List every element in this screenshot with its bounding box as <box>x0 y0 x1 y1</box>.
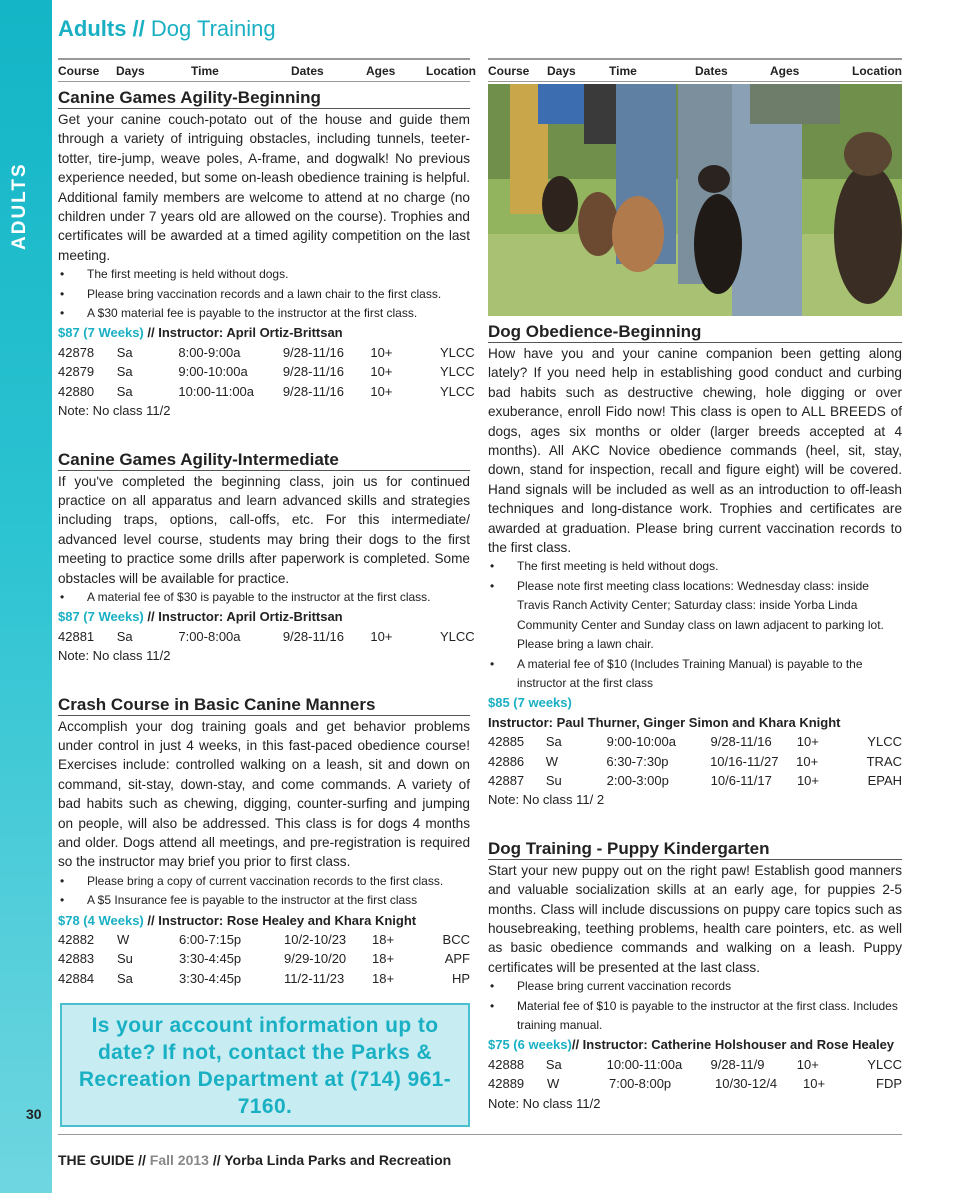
schedule-cell: 10/6-11/17 <box>710 772 772 788</box>
class-description: Start your new puppy out on the right paw! Establish good manners and valuable socialization skills at an early age, for puppies 2-5 months. Class will include discussions on puppy care topics such as housebreaking, teething problems, health care pointers, etc. as well as basic obedience commands and walking on a leash. Puppy certificates will be presented at the last class. <box>488 862 902 975</box>
schedule-row <box>58 930 470 949</box>
class-note: Note: No class 11/2 <box>58 403 171 419</box>
col-dates: Dates <box>695 64 728 78</box>
bullet-item: • Please bring a copy of current vaccination records to the first class. <box>58 872 470 891</box>
schedule-cell: Sa <box>116 364 133 380</box>
schedule-cell: 11/2-11/23 <box>284 970 345 986</box>
price-line <box>488 693 902 712</box>
schedule-cell: 42878 <box>58 344 95 360</box>
schedule-cell: 18+ <box>372 970 395 986</box>
schedule-cell: 9:00-10:00a <box>178 364 248 380</box>
schedule-cell: TRAC <box>866 753 902 769</box>
schedule-cell: 9/28-11/16 <box>282 344 345 360</box>
col-course: Course <box>488 64 530 78</box>
schedule-cell: 7:00-8:00a <box>178 628 241 644</box>
page-number: 30 <box>26 1106 42 1122</box>
bullet-item: • Please bring vaccination records and a lawn chair to the first class. <box>58 285 470 304</box>
class-description: Accomplish your dog training goals and get behavior problems under control in just 4 weeks, in this fast-paced obedience course! Exercises include: controlled walking on a leash, sit and down on command, sit-stay, down-stay, and come commands. A variety of bad habits such as chewing, digging, counter-surfing and jumping on people, will also be addressed. This class is for dogs 4 months and older. Dogs attend all meetings, and pre-registration is required so the instructor may brief you prior to first class. <box>58 718 470 870</box>
schedule-cell: BCC <box>442 932 470 948</box>
sidebar-band <box>0 0 52 1193</box>
schedule-cell: 10+ <box>370 364 393 380</box>
schedule-cell: 9:00-10:00a <box>606 734 676 750</box>
col-location: Location <box>426 64 476 78</box>
class-title: Canine Games Agility-Intermediate <box>58 450 470 471</box>
class-note: Note: No class 11/ 2 <box>488 792 605 808</box>
col-days: Days <box>547 64 576 78</box>
schedule-cell: 18+ <box>372 932 395 948</box>
schedule-cell: Su <box>545 772 562 788</box>
bullet-item: • A material fee of $30 is payable to the instructor at the first class. <box>58 588 470 607</box>
schedule-cell: Sa <box>545 734 562 750</box>
class-description: Get your canine couch-potato out of the house and guide them through a variety of intriguing obstacles, including tunnels, teeter-totter, tire-jump, weave poles, A-frame, and dogwalk! No previous experience needed, but some on-leash obedience training is helpful. Additional family members are welcome to attend at no charge (no children under 7 years old are allowed on the course). Trophies and certificates will be awarded at a timed agility competition on the last meeting. <box>58 112 470 263</box>
class-note: Note: No class 11/2 <box>58 648 171 664</box>
col-days: Days <box>116 64 145 78</box>
column-header <box>58 58 476 82</box>
price-line <box>58 911 470 930</box>
schedule-cell: APF <box>444 951 470 967</box>
schedule-cell: 10/30-12/4 <box>715 1076 778 1092</box>
schedule-cell: 3:30-4:45p <box>179 970 242 986</box>
page-title-topic: Dog Training <box>144 16 276 41</box>
schedule-cell: Sa <box>117 970 133 986</box>
schedule-cell: 3:30-4:45p <box>179 951 242 967</box>
schedule-cell: 42883 <box>58 951 95 967</box>
footer-divider <box>58 1134 902 1135</box>
schedule-cell: YLCC <box>440 628 475 644</box>
schedule-cell: 10+ <box>803 1076 826 1092</box>
schedule-cell: 2:00-3:00p <box>606 772 669 788</box>
schedule-cell: EPAH <box>867 772 902 788</box>
page-title <box>58 16 276 42</box>
schedule-cell: 9/29-10/20 <box>284 951 347 967</box>
schedule-row <box>488 771 902 790</box>
account-info-callout: Is your account information up to date? If not, contact the Parks & Recreation Department at (714) 961-7160. <box>60 1003 470 1127</box>
col-time: Time <box>191 64 219 78</box>
schedule-cell: Su <box>117 951 133 967</box>
schedule-cell: 42889 <box>488 1076 525 1092</box>
schedule-cell: FDP <box>876 1076 902 1092</box>
right-column <box>488 58 902 1113</box>
schedule-cell: HP <box>451 970 470 986</box>
bullet-item: • A material fee of $10 (Includes Training Manual) is payable to the instructor at the first class <box>488 655 902 694</box>
schedule-row <box>488 1074 902 1093</box>
bullet-item: • A $30 material fee is payable to the instructor at the first class. <box>58 304 470 323</box>
class-description: How have you and your canine companion been getting along lately? If you need help in establishing good conduct and curbing bad habits such as destructive chewing, hole digging or over exuberance, enroll Fido now! This class is open to ALL BREEDS of dogs, ages six months or older (larger breeds accepted at 4 months). All AKC Novice obedience commands (heel, sit, stay, down, stand for inspection, recall and figure eight) will be covered. Hand signals will be included as well as an introduction to off-leash techniques and long-distance work. Trophies and certificates are awarded at graduation. Please bring current vaccination records to the first class. <box>488 346 902 556</box>
bullet-item: • Material fee of $10 is payable to the instructor at the first class. Includes training manual. <box>488 997 902 1036</box>
col-ages: Ages <box>770 64 800 78</box>
footer-org: // Yorba Linda Parks and Recreation <box>208 1152 452 1168</box>
schedule-cell: 10+ <box>370 383 393 399</box>
schedule-cell: YLCC <box>440 364 475 380</box>
bullet-item: • Please note first meeting class locations: Wednesday class: inside Travis Ranch Activity Center; Saturday class: inside Yorba Linda Community Center and Sunday class on lawn adjacent to parking lot. Please bring a lawn chair. <box>488 577 902 655</box>
schedule-cell: 10+ <box>796 734 819 750</box>
class-note: Note: No class 11/2 <box>488 1095 601 1111</box>
footer-season: Fall 2013 <box>149 1152 209 1168</box>
footer-guide: THE GUIDE // <box>58 1152 150 1168</box>
schedule-cell: 6:30-7:30p <box>606 753 669 769</box>
left-column <box>58 58 476 988</box>
schedule-row <box>58 343 475 362</box>
schedule-cell: 42885 <box>488 734 525 750</box>
schedule-cell: 42888 <box>488 1056 525 1072</box>
schedule-cell: 10:00-11:00a <box>606 1056 683 1072</box>
schedule-cell: YLCC <box>440 383 475 399</box>
schedule-cell: 10+ <box>796 1056 819 1072</box>
schedule-cell: 42881 <box>58 628 95 644</box>
schedule-cell: Sa <box>545 1056 562 1072</box>
schedule-cell: Sa <box>116 344 133 360</box>
schedule-cell: 10/16-11/27 <box>710 753 779 769</box>
class-description: If you've completed the beginning class, join us for continued practice on all apparatus and learn advanced skills and strategies including traps, options, call-offs, etc. For this intermediate/ advanced level course, students may bring their dogs to the first meeting to practice some drills after paperwork is completed. Some obstacles will be available for practice. <box>58 473 470 586</box>
schedule-cell: W <box>545 753 558 769</box>
class-obedience-beginning <box>488 322 902 810</box>
schedule-cell: 10:00-11:00a <box>178 383 255 399</box>
footer <box>58 1152 451 1168</box>
col-location: Location <box>852 64 902 78</box>
schedule-row <box>488 1055 902 1074</box>
schedule-cell: Sa <box>116 628 133 644</box>
schedule-cell: 9/28-11/16 <box>710 734 772 750</box>
schedule-cell: 9/28-11/16 <box>282 628 345 644</box>
schedule-cell: 7:00-8:00p <box>609 1076 672 1092</box>
col-dates: Dates <box>291 64 324 78</box>
dog-class-photo <box>488 84 902 316</box>
sidebar-label: ADULTS <box>9 162 30 250</box>
schedule-cell: YLCC <box>867 734 902 750</box>
schedule-cell: 9/28-11/9 <box>710 1056 765 1072</box>
class-title: Canine Games Agility-Beginning <box>58 88 470 109</box>
col-ages: Ages <box>366 64 396 78</box>
schedule-cell: 42880 <box>58 383 95 399</box>
class-agility-beginning <box>58 88 475 421</box>
instructor: Instructor: Paul Thurner, Ginger Simon and Khara Knight <box>488 714 841 730</box>
class-title: Crash Course in Basic Canine Manners <box>58 695 470 716</box>
class-title: Dog Obedience-Beginning <box>488 322 902 343</box>
price: $85 (7 weeks) <box>488 695 572 711</box>
schedule-row <box>488 752 902 771</box>
schedule-cell: 42887 <box>488 772 525 788</box>
instructor: // Instructor: April Ortiz-Brittsan <box>143 609 343 625</box>
schedule-cell: 18+ <box>372 951 395 967</box>
price: $75 (6 weeks) <box>488 1037 572 1053</box>
price-line <box>58 607 470 626</box>
class-crash-course <box>58 695 470 989</box>
bullet-item: • A $5 Insurance fee is payable to the instructor at the first class <box>58 891 470 910</box>
page-title-section: Adults // <box>58 16 145 41</box>
schedule-cell: 42882 <box>58 932 95 948</box>
class-title: Dog Training - Puppy Kindergarten <box>488 839 902 860</box>
column-header <box>488 58 902 82</box>
schedule-cell: 10+ <box>370 344 393 360</box>
schedule-cell: 42884 <box>58 970 95 986</box>
bullet-item: • The first meeting is held without dogs. <box>58 265 470 284</box>
schedule-cell: Sa <box>116 383 133 399</box>
schedule-row <box>488 732 902 751</box>
schedule-row <box>58 949 470 968</box>
schedule-cell: 42886 <box>488 753 525 769</box>
instructor: // Instructor: Rose Healey and Khara Knight <box>143 912 417 928</box>
schedule-cell: 8:00-9:00a <box>178 344 241 360</box>
schedule-cell: 9/28-11/16 <box>282 383 345 399</box>
class-agility-intermediate <box>58 449 475 666</box>
instructor: // Instructor: Catherine Holshouser and Rose Healey <box>571 1037 895 1053</box>
schedule-row <box>58 969 470 988</box>
schedule-cell: 6:00-7:15p <box>179 932 242 948</box>
schedule-cell: 10+ <box>796 753 819 769</box>
col-course: Course <box>58 64 100 78</box>
price-line <box>488 1035 902 1054</box>
photo-illustration <box>488 84 902 316</box>
price: $78 (4 Weeks) <box>58 912 144 928</box>
schedule-cell: YLCC <box>867 1056 902 1072</box>
schedule-cell: 10/2-10/23 <box>284 932 347 948</box>
schedule-row <box>58 382 475 401</box>
schedule-cell: 42879 <box>58 364 95 380</box>
schedule-cell: YLCC <box>440 344 475 360</box>
price-line <box>58 323 470 342</box>
bullet-item: • Please bring current vaccination records <box>488 977 902 996</box>
schedule-row <box>58 362 475 381</box>
schedule-row <box>58 627 475 646</box>
price: $87 (7 Weeks) <box>58 325 144 341</box>
schedule-cell: W <box>547 1076 560 1092</box>
schedule-cell: 10+ <box>370 628 393 644</box>
schedule-cell: 10+ <box>796 772 820 788</box>
schedule-cell: W <box>117 932 130 948</box>
price: $87 (7 Weeks) <box>58 609 144 625</box>
col-time: Time <box>609 64 637 78</box>
class-puppy-kindergarten <box>488 839 902 1113</box>
bullet-item: • The first meeting is held without dogs. <box>488 557 902 576</box>
schedule-cell: 9/28-11/16 <box>282 364 345 380</box>
instructor: // Instructor: April Ortiz-Brittsan <box>143 325 343 341</box>
